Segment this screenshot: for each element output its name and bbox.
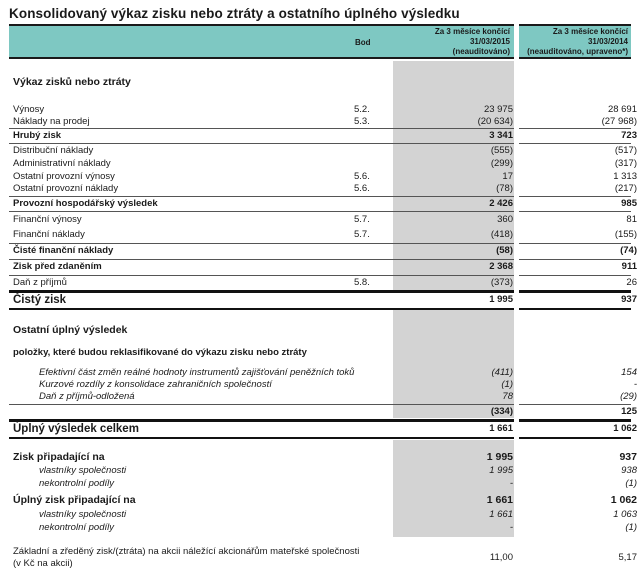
row-note-ref: 5.6. xyxy=(354,183,370,194)
table-row xyxy=(9,391,637,403)
row-label: Provozní hospodářský výsledek xyxy=(13,198,158,209)
value-2014: 1 313 xyxy=(613,171,637,182)
value-2015: 23 975 xyxy=(483,104,513,115)
row-label: Ostatní provozní výnosy xyxy=(13,171,115,182)
row-label: nekontrolní podíly xyxy=(39,522,114,533)
rule xyxy=(519,404,631,405)
row-label: Finanční náklady xyxy=(13,229,85,240)
value-2015: 1 995 xyxy=(489,294,513,305)
rule-thick xyxy=(9,419,514,422)
value-2014: (74) xyxy=(620,245,637,256)
rule-thick xyxy=(9,290,514,293)
value-2015: (411) xyxy=(491,367,513,378)
value-2014: 938 xyxy=(621,465,637,476)
header-col-2014-line1: Za 3 měsíce končící xyxy=(552,27,628,36)
row-note-ref: 5.2. xyxy=(354,104,370,115)
row-note-ref: 5.3. xyxy=(354,116,370,127)
value-2015: (418) xyxy=(490,229,513,240)
value-2015: 1 995 xyxy=(489,465,513,476)
row-label: Daň z příjmů-odložená xyxy=(39,391,135,402)
row-label: Úplný výsledek celkem xyxy=(13,423,139,435)
row-label: vlastníky společnosti xyxy=(39,509,127,520)
row-label: Ostatní úplný výsledek xyxy=(13,324,128,336)
value-2015: (78) xyxy=(496,183,513,194)
rule xyxy=(519,259,631,260)
value-2015: (334) xyxy=(490,406,513,417)
header-col-2014 xyxy=(519,27,628,57)
value-2014: 26 xyxy=(626,277,637,288)
row-label: Distribuční náklady xyxy=(13,145,94,156)
value-2014: (29) xyxy=(620,391,637,402)
row-label: Výnosy xyxy=(13,104,45,115)
row-label: Čistý zisk xyxy=(13,294,67,306)
value-2014: 937 xyxy=(619,451,637,463)
table-row xyxy=(9,145,637,157)
table-row xyxy=(9,367,637,379)
row-label: Náklady na prodej xyxy=(13,116,90,127)
value-2014: 154 xyxy=(621,367,637,378)
rule xyxy=(519,196,631,197)
rule xyxy=(519,143,631,144)
value-2014: 937 xyxy=(621,294,637,305)
table-row-eps-unit xyxy=(9,558,631,570)
table-row xyxy=(9,229,637,241)
value-2014: (1) xyxy=(625,522,637,533)
value-2014: (317) xyxy=(614,158,637,169)
value-2015: (299) xyxy=(490,158,513,169)
value-2014: 1 062 xyxy=(610,494,637,506)
rule xyxy=(9,128,514,129)
table-row xyxy=(9,465,637,477)
rule-thick xyxy=(519,290,631,293)
value-2015: (373) xyxy=(490,277,513,288)
value-2014: (517) xyxy=(614,145,637,156)
table-row xyxy=(9,214,637,226)
rule xyxy=(519,211,631,212)
value-2015: 3 341 xyxy=(489,130,513,141)
table-row-total xyxy=(9,423,637,435)
row-note-ref: 5.8. xyxy=(354,277,370,288)
table-row-subtotal xyxy=(9,494,637,506)
table-row-subtotal xyxy=(9,130,637,142)
table-row-subtotal xyxy=(9,198,637,210)
value-2015: 17 xyxy=(502,171,513,182)
value-2014: - xyxy=(633,379,637,390)
rule xyxy=(9,243,514,244)
row-label: položky, které budou reklasifikované do výkazu zisku nebo ztráty xyxy=(13,347,307,358)
row-note-ref: 5.7. xyxy=(354,214,370,225)
section-heading xyxy=(9,76,631,88)
rule xyxy=(519,437,631,439)
row-label: nekontrolní podíly xyxy=(39,478,114,489)
value-2014: 911 xyxy=(621,261,637,272)
value-2015: 78 xyxy=(502,391,513,402)
row-label: Zisk připadající na xyxy=(13,451,105,463)
value-2014: 28 691 xyxy=(607,104,637,115)
row-label: Daň z příjmů xyxy=(13,277,67,288)
value-2015: 2 368 xyxy=(489,261,513,272)
table-row-eps xyxy=(9,546,637,563)
value-2015: 11,00 xyxy=(489,552,513,563)
value-2015: - xyxy=(509,478,513,489)
value-2015: 1 661 xyxy=(489,423,513,434)
table-row xyxy=(9,183,637,195)
header-col-2015-line3: (neauditováno) xyxy=(452,47,510,56)
rule xyxy=(519,308,631,310)
value-2014: 723 xyxy=(621,130,637,141)
value-2015: 360 xyxy=(497,214,513,225)
value-2014: (217) xyxy=(614,183,637,194)
rule xyxy=(9,259,514,260)
section-heading xyxy=(9,324,631,336)
table-row xyxy=(9,158,637,170)
rule xyxy=(9,196,514,197)
value-2014: (27 968) xyxy=(601,116,637,127)
statement-title: Konsolidovaný výkaz zisku nebo ztráty a ostatního úplného výsledku xyxy=(9,6,460,21)
value-2015: 1 661 xyxy=(489,509,513,520)
value-2015: (1) xyxy=(501,379,513,390)
value-2015: 1 661 xyxy=(486,494,513,506)
rule xyxy=(9,143,514,144)
value-2014: (1) xyxy=(625,478,637,489)
row-note-ref: 5.7. xyxy=(354,229,370,240)
rule xyxy=(9,437,514,439)
value-2015: (58) xyxy=(496,245,513,256)
value-2015: 2 426 xyxy=(489,198,513,209)
rule-thick xyxy=(519,419,631,422)
row-label: Zisk před zdaněním xyxy=(13,261,102,272)
rule xyxy=(9,404,514,405)
value-2015: 1 995 xyxy=(486,451,513,463)
row-label: Základní a zředěný zisk/(ztráta) na akcii náležící akcionářům mateřské společnosti xyxy=(13,546,360,557)
table-row-subtotal xyxy=(9,261,637,273)
header-col-2015-line1: Za 3 měsíce končící xyxy=(434,27,510,36)
header-col-2015-line2: 31/03/2015 xyxy=(469,37,510,46)
row-label: Administrativní náklady xyxy=(13,158,111,169)
row-label: Výkaz zisků nebo ztráty xyxy=(13,76,131,88)
table-row xyxy=(9,509,637,521)
rule xyxy=(519,128,631,129)
value-2015: (20 634) xyxy=(477,116,513,127)
table-row xyxy=(9,379,637,391)
table-row-subtotal xyxy=(9,451,637,463)
row-label: Efektivní část změn reálné hodnoty instrumentů zajišťování peněžních toků xyxy=(39,367,355,378)
value-2014: 125 xyxy=(621,406,637,417)
row-label: (v Kč na akcii) xyxy=(13,558,73,569)
section-subheading xyxy=(9,347,631,359)
value-2014: (155) xyxy=(614,229,637,240)
row-label: vlastníky společnosti xyxy=(39,465,127,476)
row-label: Ostatní provozní náklady xyxy=(13,183,119,194)
table-row xyxy=(9,171,637,183)
table-row xyxy=(9,478,637,490)
row-label: Finanční výnosy xyxy=(13,214,82,225)
value-2014: 1 062 xyxy=(613,423,637,434)
value-2014: 1 063 xyxy=(613,509,637,520)
header-col-2014-line2: 31/03/2014 xyxy=(587,37,628,46)
table-row xyxy=(9,104,637,116)
table-row-subtotal xyxy=(9,406,637,418)
value-2014: 5,17 xyxy=(618,552,637,563)
table-row-subtotal xyxy=(9,245,637,257)
table-row xyxy=(9,116,637,128)
table-row xyxy=(9,522,637,534)
rule xyxy=(9,211,514,212)
row-label: Úplný zisk připadající na xyxy=(13,494,136,506)
table-row-total xyxy=(9,294,637,306)
row-note-ref: 5.6. xyxy=(354,171,370,182)
header-col-2015 xyxy=(400,27,510,57)
value-2014: 81 xyxy=(626,214,637,225)
value-2015: (555) xyxy=(490,145,513,156)
rule xyxy=(519,243,631,244)
header-bod: Bod xyxy=(355,38,371,47)
rule xyxy=(9,308,514,310)
value-2015: - xyxy=(509,522,513,533)
value-2014: 985 xyxy=(621,198,637,209)
row-label: Čisté finanční náklady xyxy=(13,245,114,256)
rule xyxy=(519,275,631,276)
header-col-2014-line3: (neauditováno, upraveno*) xyxy=(527,47,628,56)
row-label: Kurzové rozdíly z konsolidace zahraničních společností xyxy=(39,379,272,390)
row-label: Hrubý zisk xyxy=(13,130,62,141)
rule xyxy=(9,275,514,276)
table-row xyxy=(9,277,637,289)
